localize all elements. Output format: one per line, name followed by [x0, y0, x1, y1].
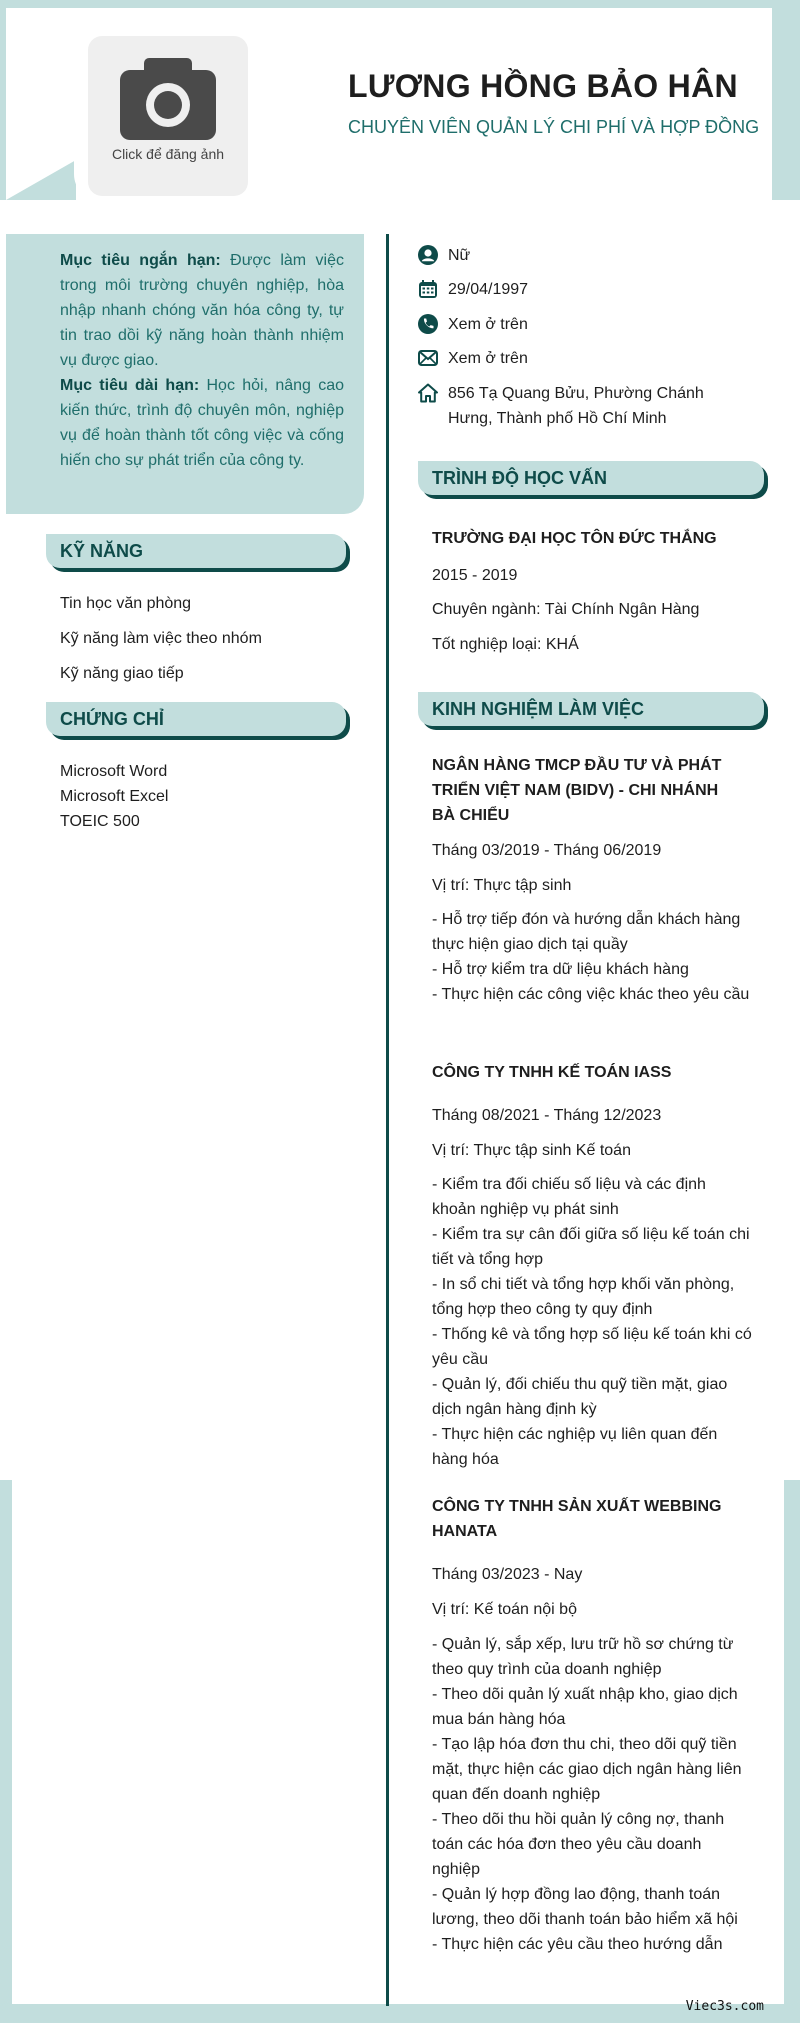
duty-item: - In sổ chi tiết và tổng hợp khối văn phòng, tổng hợp theo công ty quy định — [432, 1276, 735, 1318]
duty-item: - Kiểm tra đối chiếu số liệu và các định khoản nghiệp vụ phát sinh — [432, 1176, 706, 1218]
experience-heading: KINH NGHIỆM LÀM VIỆC — [418, 692, 764, 726]
certificate-item: TOEIC 500 — [60, 813, 140, 830]
job-position: Vị trí: Thực tập sinh Kế toán — [432, 1142, 631, 1159]
phone-icon — [418, 314, 438, 334]
school-name: TRƯỜNG ĐẠI HỌC TÔN ĐỨC THẮNG — [432, 530, 717, 547]
short-term-objective — [60, 248, 344, 373]
calendar-icon — [418, 279, 438, 299]
job-company: NGÂN HÀNG TMCP ĐẦU TƯ VÀ PHÁT TRIỂN VIỆT NAM (BIDV) - CHI NHÁNH BÀ CHIỂU — [432, 757, 722, 824]
duty-item: - Thực hiện các công việc khác theo yêu cầu — [432, 986, 750, 1003]
duty-item: - Quản lý, sắp xếp, lưu trữ hồ sơ chứng từ theo quy trình của doanh nghiệp — [432, 1636, 734, 1678]
phone-row — [418, 312, 528, 337]
envelope-icon — [418, 348, 438, 368]
duty-item: - Hỗ trợ tiếp đón và hướng dẫn khách hàng thực hiện giao dịch tại quầy — [432, 911, 741, 953]
frame-right-top — [772, 0, 800, 200]
certificates-list — [60, 759, 168, 834]
job-company: CÔNG TY TNHH KẾ TOÁN IASS — [432, 1064, 672, 1081]
job-position: Vị trí: Thực tập sinh — [432, 877, 572, 894]
frame-left-bottom — [0, 1480, 12, 2023]
skill-item: Kỹ năng làm việc theo nhóm — [60, 630, 262, 647]
duty-item: - Kiểm tra sự cân đối giữa số liệu kế toán chi tiết và tổng hợp — [432, 1226, 750, 1268]
duty-item: - Theo dõi thu hồi quản lý công nợ, thanh toán các hóa đơn theo yêu cầu doanh nghiệp — [432, 1811, 725, 1878]
duty-item: - Quản lý, đối chiếu thu quỹ tiền mặt, giao dịch ngân hàng định kỳ — [432, 1376, 728, 1418]
skill-item: Kỹ năng giao tiếp — [60, 665, 184, 682]
birthday-row — [418, 277, 528, 302]
long-term-objective — [60, 373, 344, 473]
education-years: 2015 - 2019 — [432, 567, 518, 584]
certificate-item: Microsoft Word — [60, 763, 168, 780]
duty-item: - Thực hiện các yêu cầu theo hướng dẫn — [432, 1936, 723, 1953]
duty-item: - Thực hiện các nghiệp vụ liên quan đến hàng hóa — [432, 1426, 718, 1468]
skill-item: Tin học văn phòng — [60, 595, 192, 612]
home-icon — [418, 383, 438, 403]
skills-list — [60, 591, 262, 686]
birthday-value: 29/04/1997 — [448, 281, 529, 298]
job-title: CHUYÊN VIÊN QUẢN LÝ CHI PHÍ VÀ HỢP ĐỒNG — [348, 117, 760, 137]
email-row — [418, 346, 528, 371]
frame-bottom — [0, 2004, 800, 2023]
long-term-label: Mục tiêu dài hạn: — [60, 377, 200, 394]
certificates-heading: CHỨNG CHỈ — [46, 702, 346, 736]
job-company: CÔNG TY TNHH SẢN XUẤT WEBBING HANATA — [432, 1498, 722, 1540]
job-position: Vị trí: Kế toán nội bộ — [432, 1601, 577, 1618]
certificate-item: Microsoft Excel — [60, 788, 169, 805]
camera-icon — [120, 58, 216, 140]
career-objectives — [6, 234, 364, 514]
job-period: Tháng 03/2023 - Nay — [432, 1566, 583, 1583]
job-duties — [432, 1172, 752, 1472]
gender-value: Nữ — [448, 247, 471, 264]
long-term-text: Học hỏi, nâng cao kiến thức, trình độ chuyên môn, nghiệp vụ để hoàn thành tốt công việc và cống hiến cho sự phát triển của công ty. — [60, 377, 344, 469]
address-row — [418, 381, 718, 431]
skills-heading: KỸ NĂNG — [46, 534, 346, 568]
user-icon — [418, 245, 438, 265]
candidate-name: LƯƠNG HỒNG BẢO HÂN — [348, 68, 738, 104]
address-value: 856 Tạ Quang Bửu, Phường Chánh Hưng, Thành phố Hồ Chí Minh — [448, 385, 704, 427]
education-grade: Tốt nghiệp loại: KHÁ — [432, 636, 579, 653]
duty-item: - Thống kê và tổng hợp số liệu kế toán khi có yêu cầu — [432, 1326, 752, 1368]
duty-item: - Tạo lập hóa đơn thu chi, theo dõi quỹ tiền mặt, thực hiện các giao dịch ngân hàng liên quan đến doanh nghiệp — [432, 1736, 742, 1803]
column-divider — [386, 234, 389, 2006]
gender-row — [418, 243, 470, 268]
duty-item: - Theo dõi quản lý xuất nhập kho, giao dịch mua bán hàng hóa — [432, 1686, 738, 1728]
short-term-text: Được làm việc trong môi trường chuyên nghiệp, hòa nhập nhanh chóng văn hóa công ty, tự tin trao dồi kỹ năng hoàn thành nhiệm vụ được giao. — [60, 252, 344, 369]
job-period: Tháng 08/2021 - Tháng 12/2023 — [432, 1107, 662, 1124]
education-heading: TRÌNH ĐỘ HỌC VẤN — [418, 461, 764, 495]
education-major: Chuyên ngành: Tài Chính Ngân Hàng — [432, 601, 700, 618]
job-duties — [432, 907, 752, 1007]
email-value: Xem ở trên — [448, 350, 528, 367]
duty-item: - Hỗ trợ kiểm tra dữ liệu khách hàng — [432, 961, 689, 978]
job-duties — [432, 1632, 752, 1957]
job-period: Tháng 03/2019 - Tháng 06/2019 — [432, 842, 662, 859]
watermark: Viec3s.com — [685, 1999, 764, 2014]
duty-item: - Quản lý hợp đồng lao động, thanh toán lương, theo dõi thanh toán bảo hiểm xã hội — [432, 1886, 738, 1928]
phone-value: Xem ở trên — [448, 316, 528, 333]
frame-right-bottom — [784, 1480, 800, 2023]
photo-caption: Click để đăng ảnh — [111, 146, 225, 162]
photo-upload[interactable] — [88, 36, 248, 196]
short-term-label: Mục tiêu ngắn hạn: — [60, 252, 221, 269]
